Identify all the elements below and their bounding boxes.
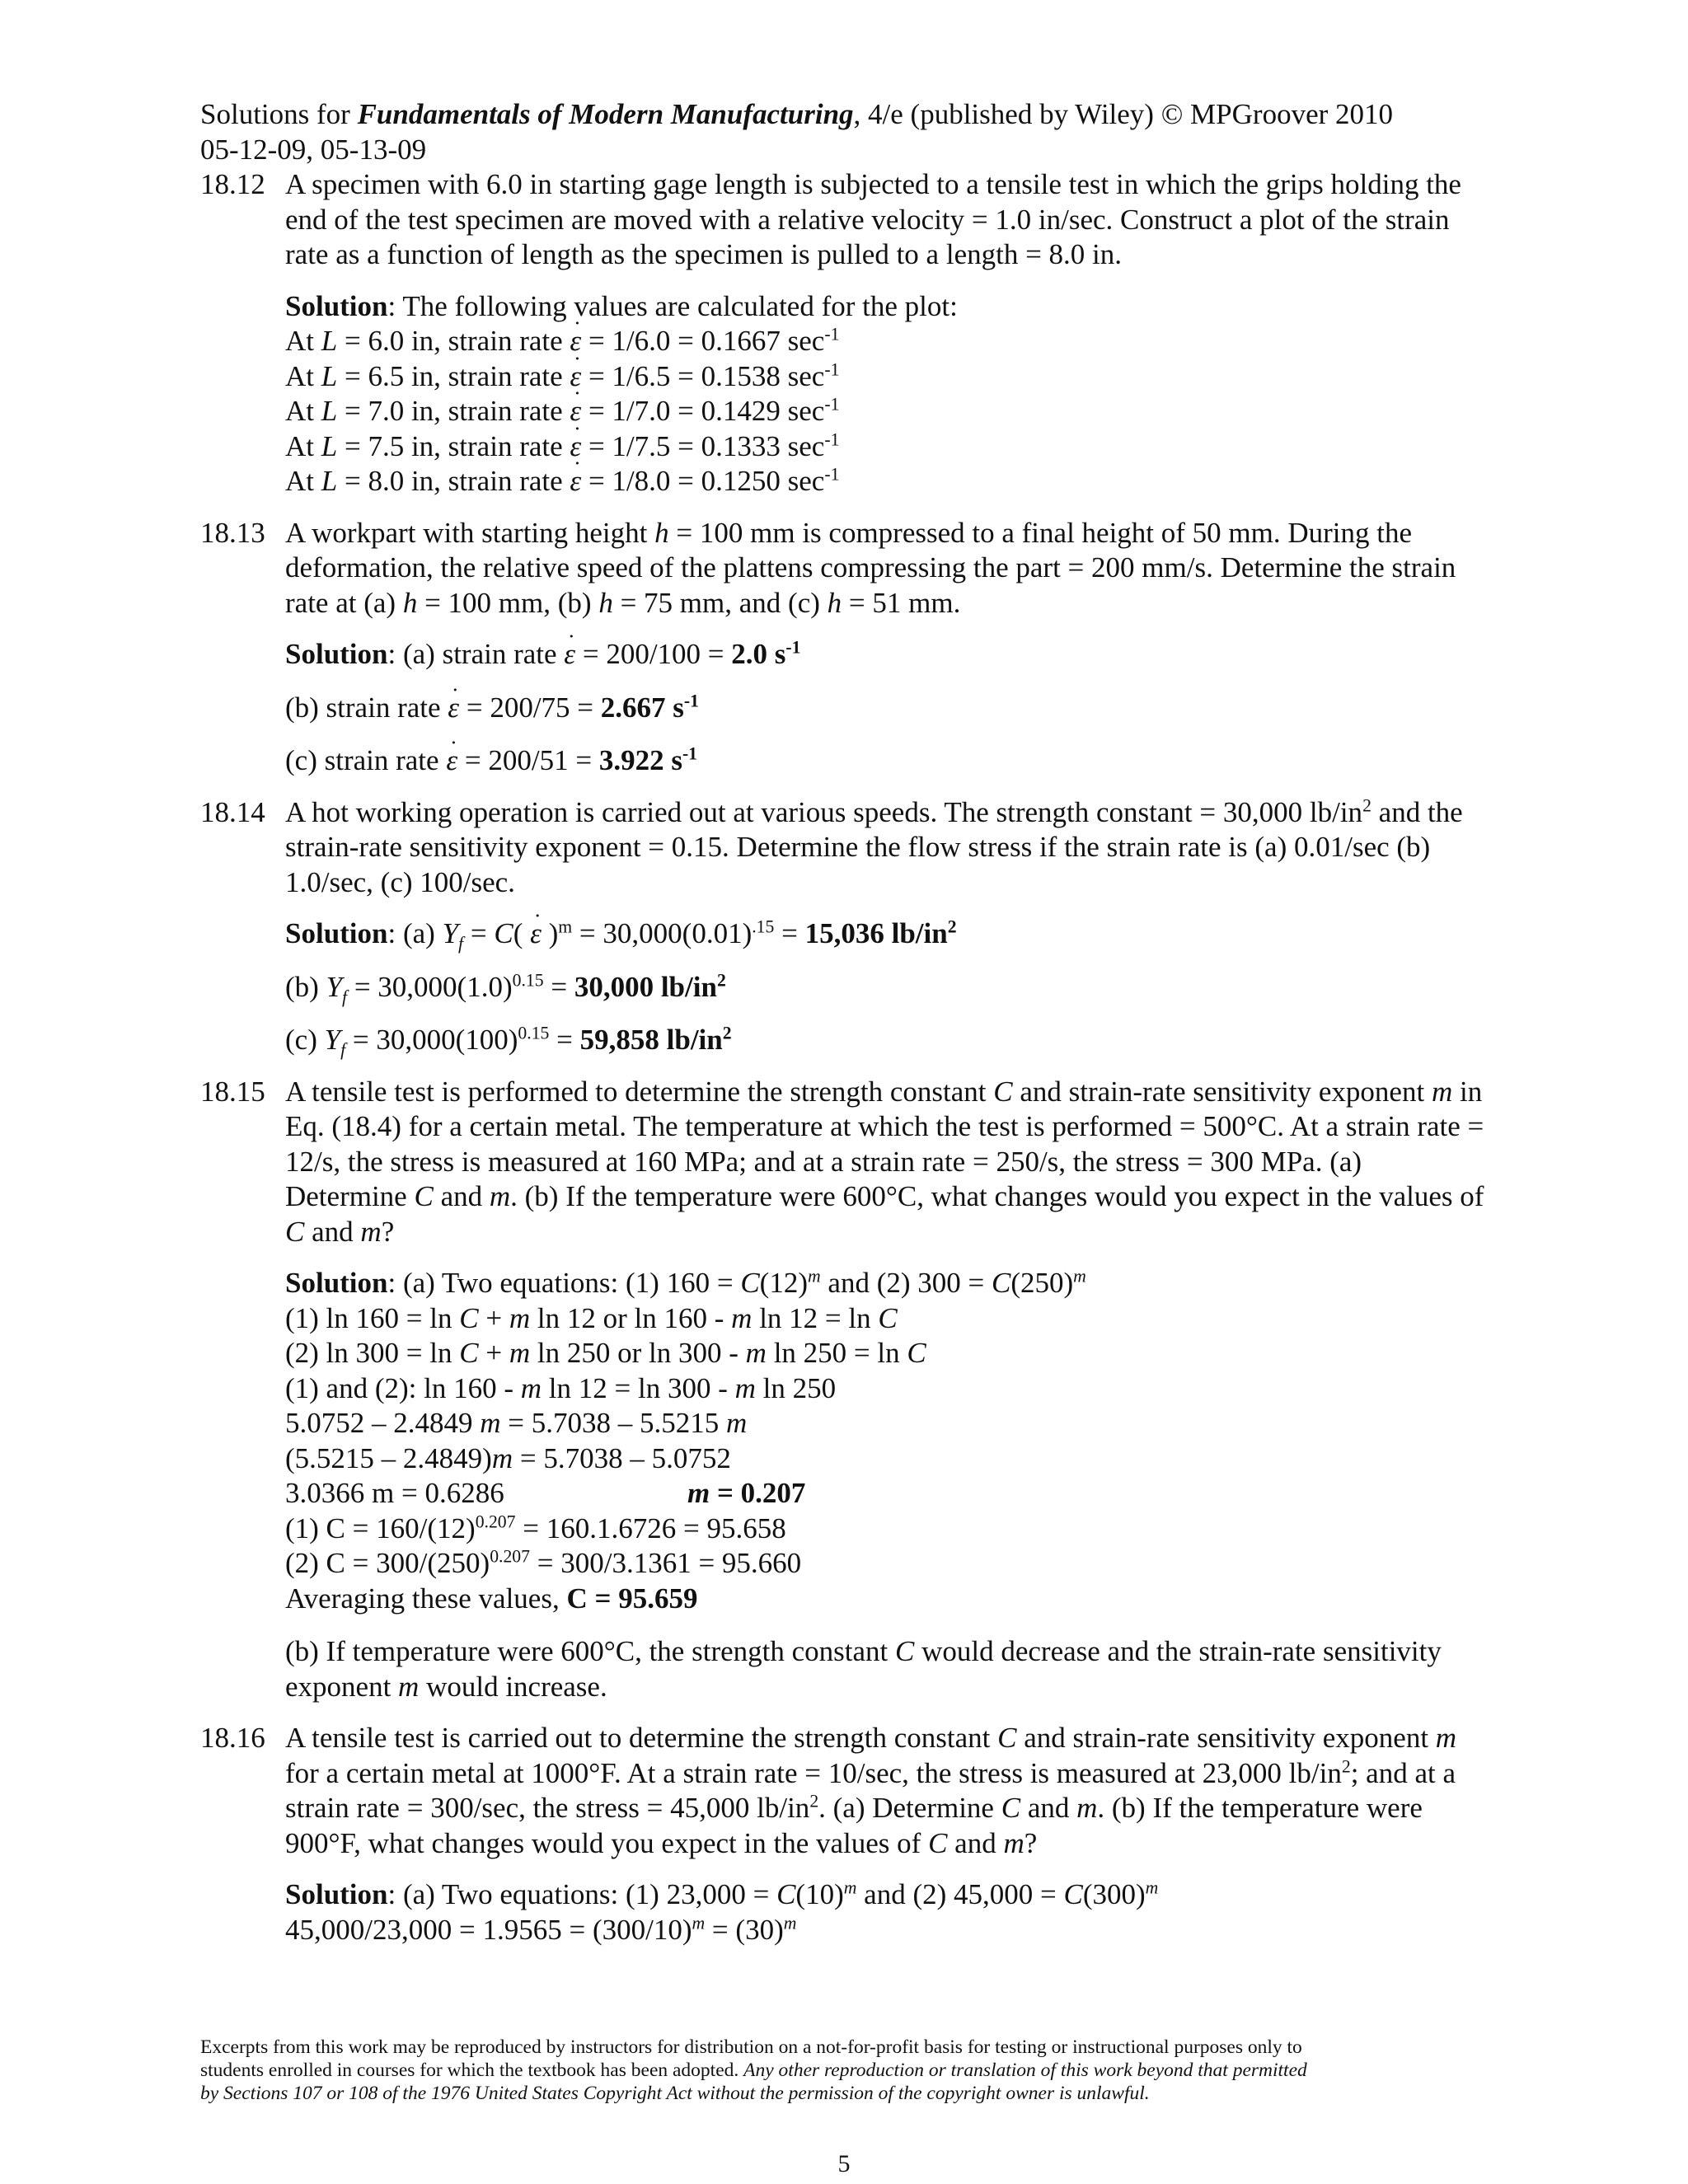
solution-part-a: Solution: (a) $Y_f = C$( ˙ ε )$^m = 30,000(0.01)^{.15} = 15,036$ $lb/in^2$ xyxy=(285,916,1486,952)
problem-statement: A specimen with 6.0 in starting gage length is subjected to a tensile test in which the grips holding the end of the test specimen are moved with a relative velocity = 1.0 in/sec. Construct a plot of the strain rate as a function of length as the specimen is pulled to a length = 8.0 in. xyxy=(285,168,1461,270)
solution-line: (1) and (2): ln 160 - m ln 12 = ln 300 - m ln 250 xyxy=(285,1371,837,1404)
solution-part-c: (c) strain rate ˙ ε = 200/51 = 3.922 $s^{-1}$ xyxy=(285,743,1486,779)
solution-line: Averaging these values, C = 95.659 xyxy=(285,1582,698,1615)
solution-line: 3.0366 m = 0.6286 m = 0.207 xyxy=(285,1477,806,1509)
solution-part-b: (b) $Y_f = 30,000(1.0)^{0.15} = 30,000$ $lb/in^2$ xyxy=(285,969,726,1007)
solution-line: (2) ln 300 = ln C + m ln 250 or ln 300 - m ln 250 = ln C xyxy=(285,1337,926,1369)
solution-block: Solution: The following values are calculated for the plot: At L = 6.0 in, strain rate ˙ ε = 1/6.0 = 0.1667 $\sec^{-1}$ At L = 6.5 in, strain rate ˙ ε = 1/6.5 = 0.1538 $\sec^{-1}$ At L = 7.0 in, strain rate ˙ ε = 1/7.0 = 0.1429 $\sec^{-1}$ At L = 7.5 in, strain rate ˙ ε = 1/7.5 = 0.1333 $\sec^{-1}$ At L = 8.0 in, strain rate ˙ ε = 1/8.0 = 0.1250 $\sec^{-1}$ xyxy=(285,289,1486,499)
solution-line: $45,000/23,000 = 1.9565 = (300/10)^m = (30)^m$ xyxy=(285,1912,797,1946)
problem-statement: A workpart with starting height h = 100 mm is compressed to a final height of 50 mm. During the deformation, the relative speed of the plattens compressing the part = 200 mm/s. Determine the strain rate at (a) h = 100 mm, (b) h = 75 mm, and (c) h = 51 mm. xyxy=(285,516,1456,619)
solution-block xyxy=(285,637,1486,779)
solution-line: 5.0752 – 2.4849 m = 5.7038 – 5.5215 m xyxy=(285,1407,748,1439)
copyright-footer xyxy=(200,2036,1486,2105)
solution-line: Solution: (a) Two equations: (1) $160 = C(12)^m$ and (2) $300 = C(250)^m$ xyxy=(285,1266,1086,1299)
problem-statement: A tensile test is performed to determine the strength constant C and strain-rate sensitivity exponent m in Eq. (18.4) for a certain metal. The temperature at which the test is performed = 500°C. At a strain rate = 12/s, the stress is measured at 160 MPa; and at a strain rate = 250/s, the stress = 300 MPa. (a) Determine C and m. (b) If the temperature were 600°C, what changes would you expect in the values of C and m? xyxy=(285,1075,1484,1248)
problem-number: 18.15 xyxy=(200,1075,265,1108)
problem-18-14 xyxy=(200,795,1486,1058)
answer-c: C = 95.659 xyxy=(566,1582,698,1615)
solution-line: (5.5215 – 2.4849)m = 5.7038 – 5.0752 xyxy=(285,1441,731,1474)
problem-statement: A tensile test is carried out to determine the strength constant C and strain-rate sensitivity exponent m for a certain metal at 1000°F. At a strain rate = 10/sec, the stress is measured at 23,000 $lb/in^2$; and at a strain rate = 300/sec, the stress = 45,000 $lb/in^2$. (a) Determine C and m. (b) If the temperature were 900°F, what changes would you expect in the values of C and m? xyxy=(285,1722,1457,1859)
solution-label: Solution xyxy=(285,638,388,670)
strain-rate-row: At L = 7.0 in, strain rate ˙ ε = 1/7.0 = 0.1429 $\sec^{-1}$ xyxy=(285,394,1486,429)
problem-18-16 xyxy=(200,1721,1486,1947)
solution-label: Solution xyxy=(285,1267,388,1299)
answer-m: m = 0.207 xyxy=(687,1477,806,1509)
document-page xyxy=(200,97,1486,1947)
footer-line-1: Excerpts from this work may be reproduced by instructors for distribution on a not-for-profit basis for testing or instructional purposes only to xyxy=(200,2036,1302,2058)
header-line-1: Solutions for Fundamentals of Modern Manufacturing, 4/e (published by Wiley) © MPGroover 2010 xyxy=(200,98,1394,130)
solution-block xyxy=(285,916,1486,1058)
problem-number: 18.12 xyxy=(200,168,265,200)
strain-rate-row: At L = 6.0 in, strain rate ˙ ε = 1/6.0 = 0.1667 $\sec^{-1}$ xyxy=(285,324,1486,359)
solution-line: (1) $C = 160/(12)^{0.207} = 160.1.6726 = 95.658$ xyxy=(285,1511,786,1544)
footer-line-2: students enrolled in courses for which the textbook has been adopted. Any other reproduction or translation of this work beyond that permitted xyxy=(200,2060,1307,2081)
solution-part-c: (c) $Y_f = 30,000(100)^{0.15} = 59,858$ $lb/in^2$ xyxy=(285,1023,732,1060)
solution-label: Solution xyxy=(285,917,388,949)
document-header xyxy=(200,97,1486,167)
footer-line-3: by Sections 107 or 108 of the 1976 United States Copyright Act without the permission of the copyright owner is unlawful. xyxy=(200,2083,1150,2104)
strain-rate-row: At L = 6.5 in, strain rate ˙ ε = 1/6.5 = 0.1538 $\sec^{-1}$ xyxy=(285,359,1486,395)
solution-part-b: (b) strain rate ˙ ε = 200/75 = 2.667 $s^{-1}$ xyxy=(285,691,1486,726)
problem-18-12 xyxy=(200,167,1486,499)
solution-line: Solution: (a) Two equations: (1) $23,000 = C(10)^m$ and (2) $45,000 = C(300)^m$ xyxy=(285,1877,1159,1910)
header-dates: 05-12-09, 05-13-09 xyxy=(200,133,427,166)
solution-line: (1) ln 160 = ln C + m ln 12 or ln 160 - m ln 12 = ln C xyxy=(285,1301,898,1334)
book-title: Fundamentals of Modern Manufacturing xyxy=(357,98,854,130)
strain-rate-row: At L = 8.0 in, strain rate ˙ ε = 1/8.0 = 0.1250 $\sec^{-1}$ xyxy=(285,464,1486,499)
problem-number: 18.13 xyxy=(200,516,265,549)
solution-label: Solution xyxy=(285,1878,388,1910)
solution-line: (2) $C = 300/(250)^{0.207} = 300/3.1361 = 95.660$ xyxy=(285,1546,802,1579)
problem-statement: A hot working operation is carried out at various speeds. The strength constant = 30,000 $lb/in^2$ and the strain-rate sensitivity exponent = 0.15. Determine the flow stress if the strain rate is (a) 0.01/sec (b) 1.0/sec, (c) 100/sec. xyxy=(285,794,1463,898)
problem-number: 18.14 xyxy=(200,795,265,828)
solution-part-b: (b) If temperature were 600°C, the strength constant C would decrease and the strain-rate sensitivity exponent m would increase. xyxy=(285,1635,1442,1703)
solution-block xyxy=(285,1877,1486,1947)
solution-block xyxy=(285,1266,1486,1704)
solution-part-a: Solution: (a) strain rate ˙ ε = 200/100 = 2.0 $s^{-1}$ xyxy=(285,637,1486,673)
problem-18-13 xyxy=(200,516,1486,779)
problem-18-15 xyxy=(200,1075,1486,1705)
strain-rate-row: At L = 7.5 in, strain rate ˙ ε = 1/7.5 = 0.1333 $\sec^{-1}$ xyxy=(285,429,1486,465)
page-number: 5 xyxy=(837,2150,851,2177)
solution-label: Solution xyxy=(285,289,388,322)
problem-number: 18.16 xyxy=(200,1722,265,1754)
